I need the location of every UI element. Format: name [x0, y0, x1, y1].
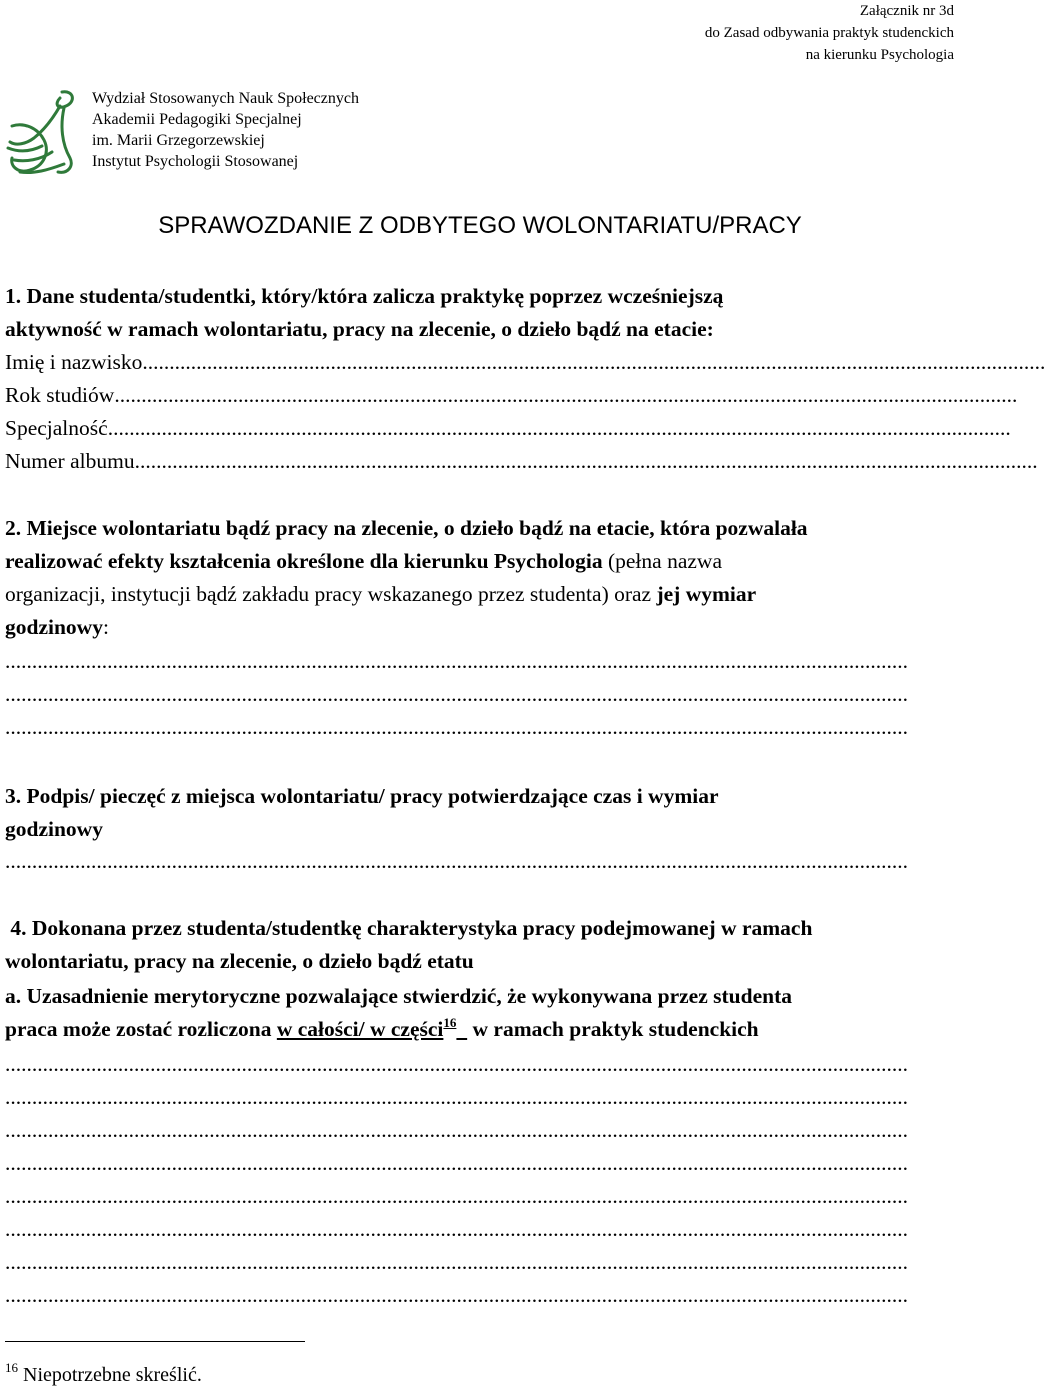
section-2-heading-line-1: 2. Miejsce wolontariatu bądź pracy na zlecenie, o dzieło bądź na etacie, która pozwalała — [5, 516, 808, 540]
section-4-heading-line-1: 4. Dokonana przez studenta/studentkę charakterystyka pracy podejmowanej w ramach — [5, 916, 813, 940]
footnote-number: 16 — [5, 1360, 18, 1375]
footnote — [5, 1362, 202, 1390]
field-year-dots: ........................................................................................................................................................................ — [114, 383, 1018, 407]
section-4-answer-line-4[interactable]: ........................................................................................................................................................................ — [5, 1151, 908, 1175]
institution-line-2: Akademii Pedagogiki Specjalnej — [92, 111, 302, 128]
section-4-answer-line-6[interactable]: ........................................................................................................................................................................ — [5, 1217, 908, 1241]
section-2-line-2-normal: (pełna nazwa — [602, 549, 722, 573]
section-4-answer-line-1[interactable]: ........................................................................................................................................................................ — [5, 1052, 908, 1076]
field-album-label: Numer albumu — [5, 449, 135, 473]
section-4a-line-2-start: praca może zostać rozliczona — [5, 1017, 277, 1041]
section-1-heading-line-1: 1. Dane studenta/studentki, który/która zalicza praktykę poprzez wcześniejszą — [5, 284, 724, 308]
attachment-note — [705, 0, 954, 66]
field-specialty-dots: ........................................................................................................................................................................ — [107, 416, 1011, 440]
section-4-answer-line-3[interactable]: ........................................................................................................................................................................ — [5, 1118, 908, 1142]
institution-block — [92, 88, 359, 172]
section-3-heading-line-1: 3. Podpis/ pieczęć z miejsca wolontariatu/ pracy potwierdzające czas i wymiar — [5, 784, 719, 808]
field-name-dots: ........................................................................................................................................................................ — [142, 350, 1045, 374]
footnote-text: Niepotrzebne skreślić. — [18, 1364, 202, 1386]
field-album-dots: ........................................................................................................................................................................ — [134, 449, 1038, 473]
section-2-line-3-bold: jej wymiar — [656, 582, 757, 606]
institution-line-1: Wydział Stosowanych Nauk Społecznych — [92, 90, 359, 107]
section-2-answer-line-3[interactable]: ........................................................................................................................................................................ — [5, 715, 908, 739]
section-4-answer-line-5[interactable]: ........................................................................................................................................................................ — [5, 1184, 908, 1208]
section-4-answer-line-2[interactable]: ........................................................................................................................................................................ — [5, 1085, 908, 1109]
attachment-line-3: na kierunku Psychologia — [805, 47, 954, 63]
section-4-heading-line-2: wolontariatu, pracy na zlecenie, o dzieło bądź etatu — [5, 949, 474, 973]
university-logo-icon — [4, 86, 78, 178]
section-4-answer-line-8[interactable]: ........................................................................................................................................................................ — [5, 1283, 908, 1307]
section-2-line-4-bold: godzinowy — [5, 615, 103, 639]
section-2-line-2-bold: realizować efekty kształcenia określone dla kierunku Psychologia — [5, 549, 603, 573]
field-name[interactable] — [5, 346, 1045, 379]
section-2-answer-line-2[interactable]: ........................................................................................................................................................................ — [5, 682, 908, 706]
footnote-reference: 16 — [443, 1015, 457, 1030]
attachment-line-1: Załącznik nr 3d — [859, 3, 954, 19]
section-1-heading-line-2: aktywność w ramach wolontariatu, pracy na zlecenie, o dzieło bądź na etacie: — [5, 317, 714, 341]
attachment-line-2: do Zasad odbywania praktyk studenckich — [704, 25, 954, 41]
section-3-signature-line[interactable]: ........................................................................................................................................................................ — [5, 849, 908, 873]
section-2-heading-line-3 — [5, 578, 955, 611]
section-4-answer-line-7[interactable]: ........................................................................................................................................................................ — [5, 1250, 908, 1274]
section-4a-line-1: a. Uzasadnienie merytoryczne pozwalające stwierdzić, że wykonywana przez studenta — [5, 984, 792, 1008]
document-title: SPRAWOZDANIE Z ODBYTEGO WOLONTARIATU/PRACY — [158, 212, 802, 239]
section-4a-line-2 — [5, 1013, 955, 1046]
footnote-separator — [5, 1341, 305, 1342]
field-year-label: Rok studiów — [5, 383, 115, 407]
field-specialty[interactable] — [5, 412, 1011, 445]
institution-line-4: Instytut Psychologii Stosowanej — [92, 153, 299, 170]
field-album[interactable] — [5, 445, 1038, 478]
institution-line-3: im. Marii Grzegorzewskiej — [92, 132, 265, 149]
section-2-heading-line-4 — [5, 611, 955, 644]
section-3-heading-line-2: godzinowy — [5, 817, 103, 841]
section-2-line-4-normal: : — [102, 615, 109, 639]
section-2-answer-line-1[interactable]: ........................................................................................................................................................................ — [5, 649, 908, 673]
section-4a-underlined-options: w całości/ w części — [276, 1017, 444, 1041]
field-name-label: Imię i nazwisko — [5, 350, 143, 374]
field-specialty-label: Specjalność — [5, 416, 108, 440]
field-year[interactable] — [5, 379, 1018, 412]
section-4a-line-2-end: w ramach praktyk studenckich — [467, 1017, 759, 1041]
section-2-heading-line-2 — [5, 545, 955, 578]
section-2-line-3-normal: organizacji, instytucji bądź zakładu pracy wskazanego przez studenta) oraz — [5, 582, 657, 606]
